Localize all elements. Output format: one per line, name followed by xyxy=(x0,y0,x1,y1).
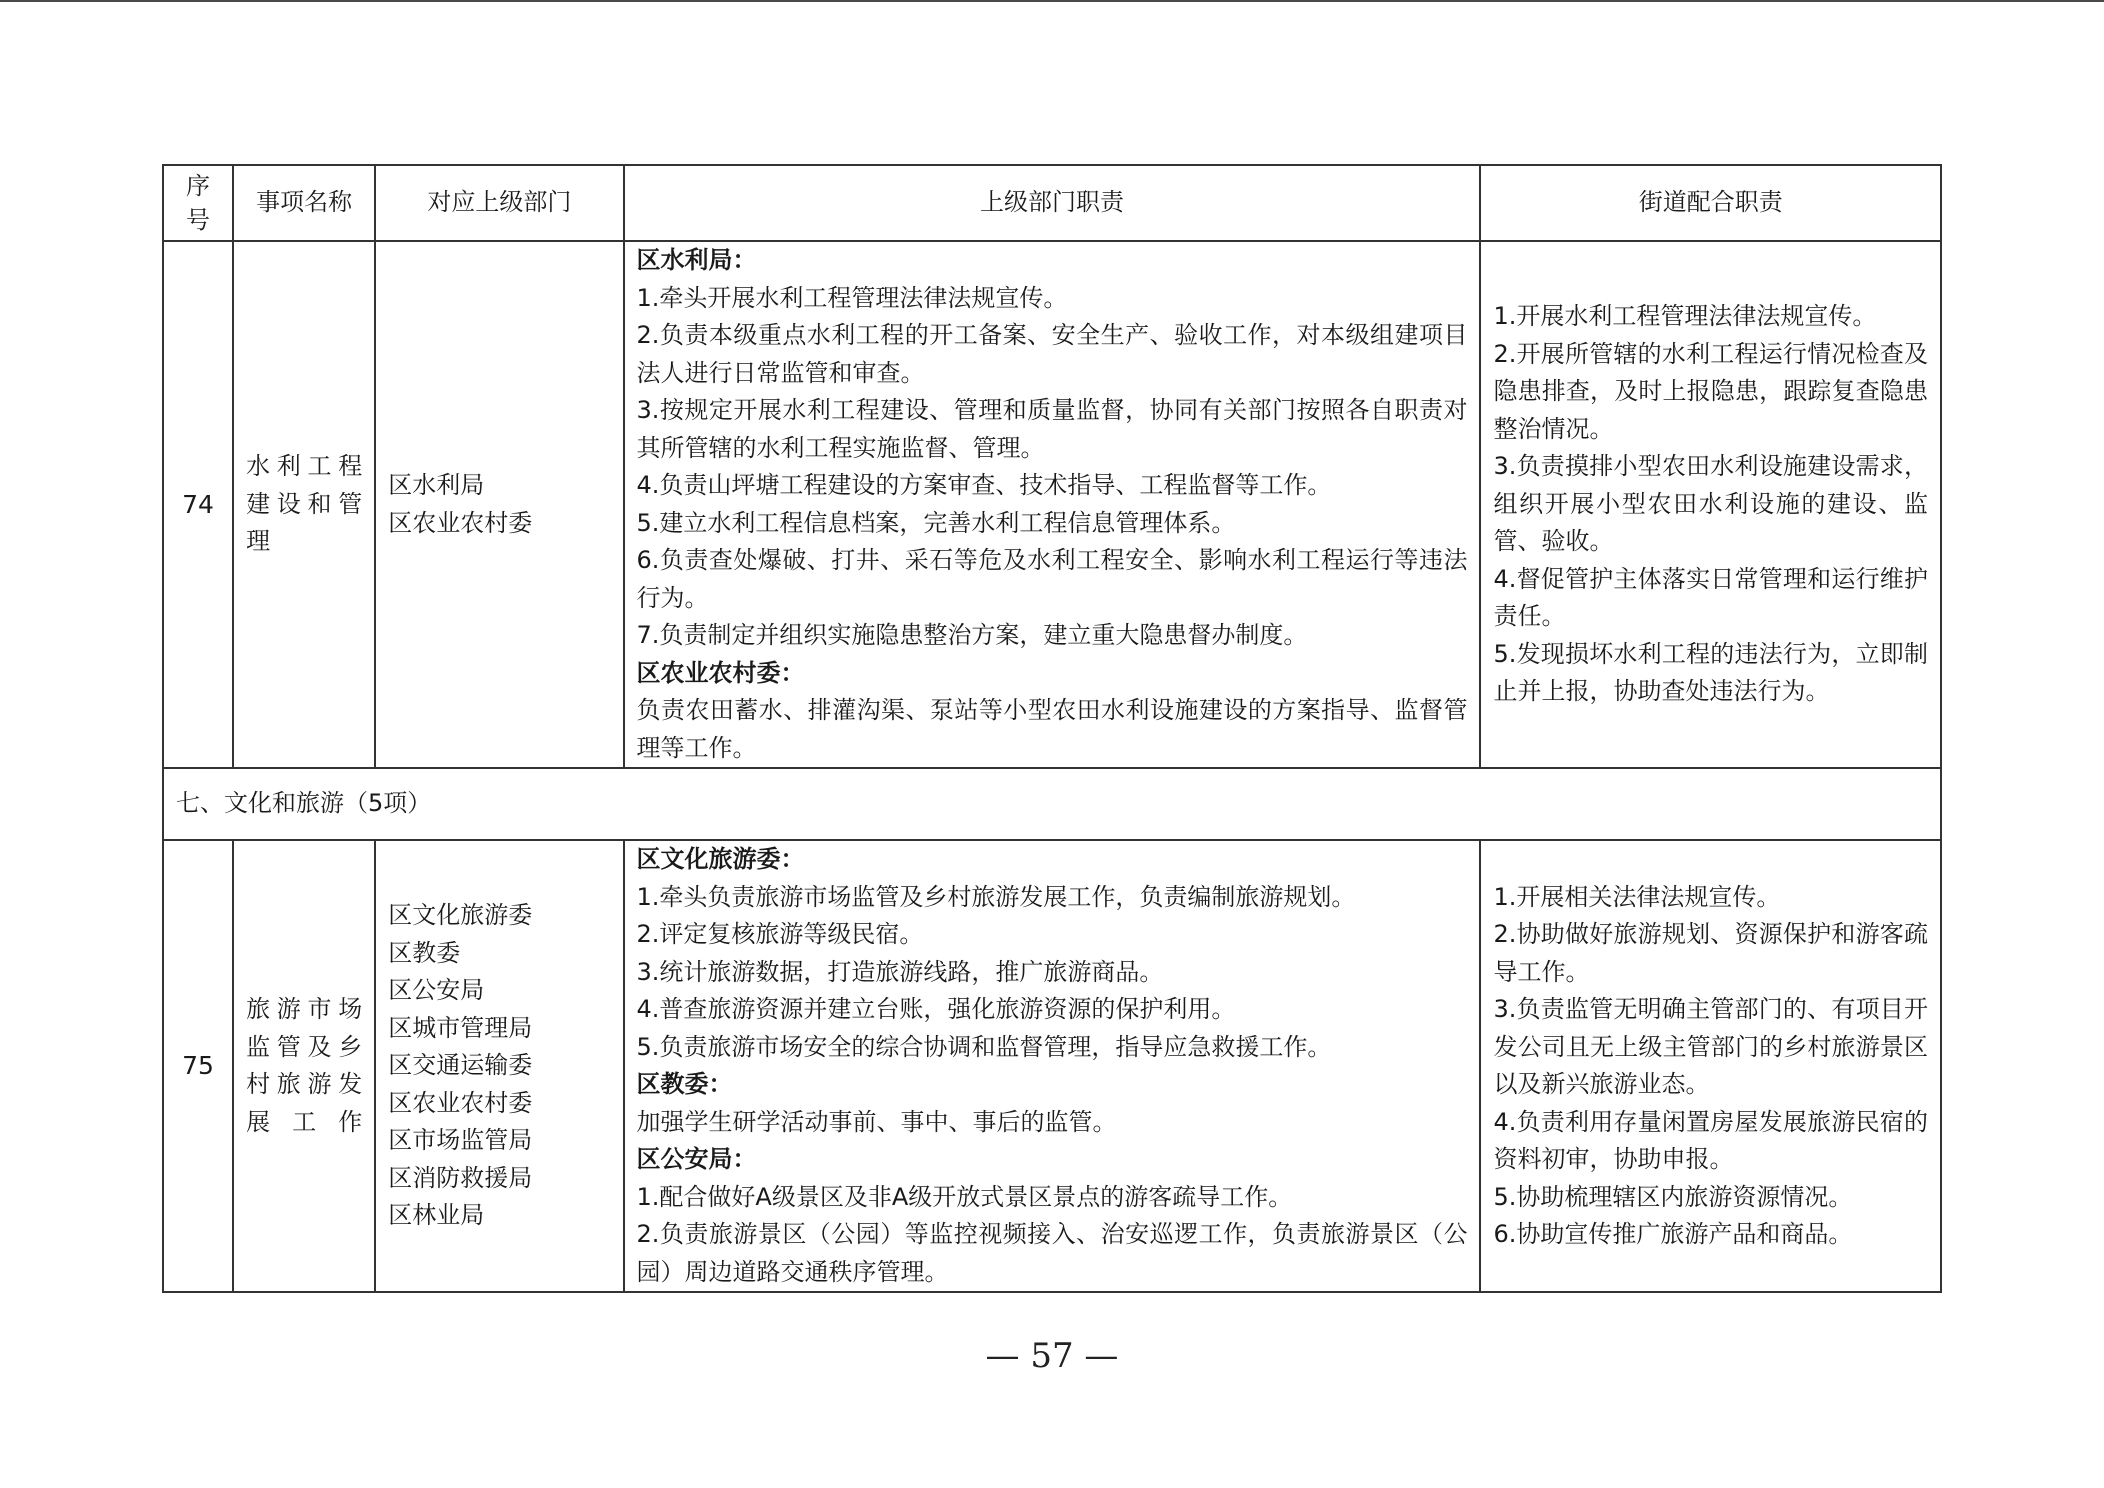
header-num-line1: 序 xyxy=(186,172,211,200)
list-item: 6.协助宣传推广旅游产品和商品。 xyxy=(1493,1220,1853,1248)
list-item: 5.建立水利工程信息档案，完善水利工程信息管理体系。 xyxy=(636,508,1236,537)
table-row xyxy=(163,840,1941,1292)
list-item: 4.负责利用存量闲置房屋发展旅游民宿的资料初审，协助申报。 xyxy=(1493,1107,1928,1173)
list-item: 区市场监管局 xyxy=(388,1126,533,1155)
list-item: 1.牵头负责旅游市场监管及乡村旅游发展工作，负责编制旅游规划。 xyxy=(636,882,1356,911)
item-name: 水利工程建设和管理 xyxy=(233,241,375,768)
item-name: 旅游市场监管及乡村旅游发展工作 xyxy=(233,840,375,1292)
section-row xyxy=(163,768,1941,840)
dept-heading: 区教委： xyxy=(636,1070,733,1098)
page-number: — 57 — xyxy=(985,1336,1119,1376)
section-title: 七、文化和旅游（5项） xyxy=(163,768,1941,840)
list-item: 负责农田蓄水、排灌沟渠、泵站等小型农田水利设施建设的方案指导、监督管理等工作。 xyxy=(636,696,1468,762)
list-item: 4.督促管护主体落实日常管理和运行维护责任。 xyxy=(1493,564,1928,631)
duty-list xyxy=(624,840,1481,1292)
header-num-line2: 号 xyxy=(186,206,211,234)
list-item: 区消防救援局 xyxy=(388,1163,533,1192)
dept-list xyxy=(375,241,623,768)
dept-heading: 区农业农村委： xyxy=(636,658,805,687)
table-header-row xyxy=(163,165,1941,241)
list-item: 4.负责山坪塘工程建设的方案审查、技术指导、工程监督等工作。 xyxy=(636,471,1332,499)
list-item: 区文化旅游委 xyxy=(388,901,533,930)
list-item: 1.开展相关法律法规宣传。 xyxy=(1493,882,1781,911)
header-num xyxy=(163,165,233,241)
list-item: 1.牵头开展水利工程管理法律法规宣传。 xyxy=(636,283,1068,312)
row-number: 74 xyxy=(163,241,233,768)
list-item: 4.普查旅游资源并建立台账，强化旅游资源的保护利用。 xyxy=(636,995,1236,1023)
list-item: 加强学生研学活动事前、事中、事后的监管。 xyxy=(636,1107,1117,1136)
list-item: 区教委 xyxy=(388,938,461,967)
top-border-line xyxy=(0,0,2104,2)
list-item: 区交通运输委 xyxy=(388,1051,533,1080)
list-item: 2.开展所管辖的水利工程运行情况检查及隐患排查，及时上报隐患，跟踪复查隐患整治情况。 xyxy=(1493,339,1928,443)
dept-heading: 区文化旅游委： xyxy=(636,845,805,873)
list-item: 区农业农村委 xyxy=(388,1088,533,1117)
list-item: 区城市管理局 xyxy=(388,1013,533,1042)
list-item: 3.按规定开展水利工程建设、管理和质量监督，协同有关部门按照各自职责对其所管辖的水利工程实施监督、管理。 xyxy=(636,396,1468,462)
list-item: 区水利局 xyxy=(388,471,485,499)
list-item: 5.协助梳理辖区内旅游资源情况。 xyxy=(1493,1182,1853,1211)
dept-list xyxy=(375,840,623,1292)
list-item: 区林业局 xyxy=(388,1201,485,1230)
list-item: 6.负责查处爆破、打井、采石等危及水利工程安全、影响水利工程运行等违法行为。 xyxy=(636,546,1468,612)
duty-list xyxy=(624,241,1481,768)
header-name: 事项名称 xyxy=(233,165,375,241)
list-item: 5.负责旅游市场安全的综合协调和监督管理，指导应急救援工作。 xyxy=(636,1032,1332,1061)
row-number: 75 xyxy=(163,840,233,1292)
list-item: 5.发现损坏水利工程的违法行为，立即制止并上报，协助查处违法行为。 xyxy=(1493,639,1928,706)
dept-heading: 区公安局： xyxy=(636,1145,757,1173)
list-item: 区农业农村委 xyxy=(388,508,533,537)
list-item: 3.负责摸排小型农田水利设施建设需求，组织开展小型农田水利设施的建设、监管、验收。 xyxy=(1493,452,1928,556)
list-item: 2.协助做好旅游规划、资源保护和游客疏导工作。 xyxy=(1493,920,1928,986)
list-item: 7.负责制定并组织实施隐患整治方案，建立重大隐患督办制度。 xyxy=(636,621,1308,649)
header-duty: 上级部门职责 xyxy=(624,165,1481,241)
header-dept: 对应上级部门 xyxy=(375,165,623,241)
street-duty-list xyxy=(1480,241,1941,768)
list-item: 1.开展水利工程管理法律法规宣传。 xyxy=(1493,302,1877,331)
list-item: 3.负责监管无明确主管部门的、有项目开发公司且无上级主管部门的乡村旅游景区以及新兴旅游业态。 xyxy=(1493,995,1928,1098)
dept-heading: 区水利局： xyxy=(636,246,757,274)
duty-table xyxy=(162,164,1942,1293)
list-item: 区公安局 xyxy=(388,976,485,1005)
list-item: 2.负责旅游景区（公园）等监控视频接入、治安巡逻工作，负责旅游景区（公园）周边道路交通秩序管理。 xyxy=(636,1220,1468,1286)
table-row xyxy=(163,241,1941,768)
street-duty-list xyxy=(1480,840,1941,1292)
list-item: 2.负责本级重点水利工程的开工备案、安全生产、验收工作，对本级组建项目法人进行日常监管和审查。 xyxy=(636,321,1468,387)
list-item: 1.配合做好A级景区及非A级开放式景区景点的游客疏导工作。 xyxy=(636,1182,1293,1211)
header-street: 街道配合职责 xyxy=(1480,165,1941,241)
list-item: 3.统计旅游数据，打造旅游线路，推广旅游商品。 xyxy=(636,957,1164,986)
list-item: 2.评定复核旅游等级民宿。 xyxy=(636,920,924,948)
